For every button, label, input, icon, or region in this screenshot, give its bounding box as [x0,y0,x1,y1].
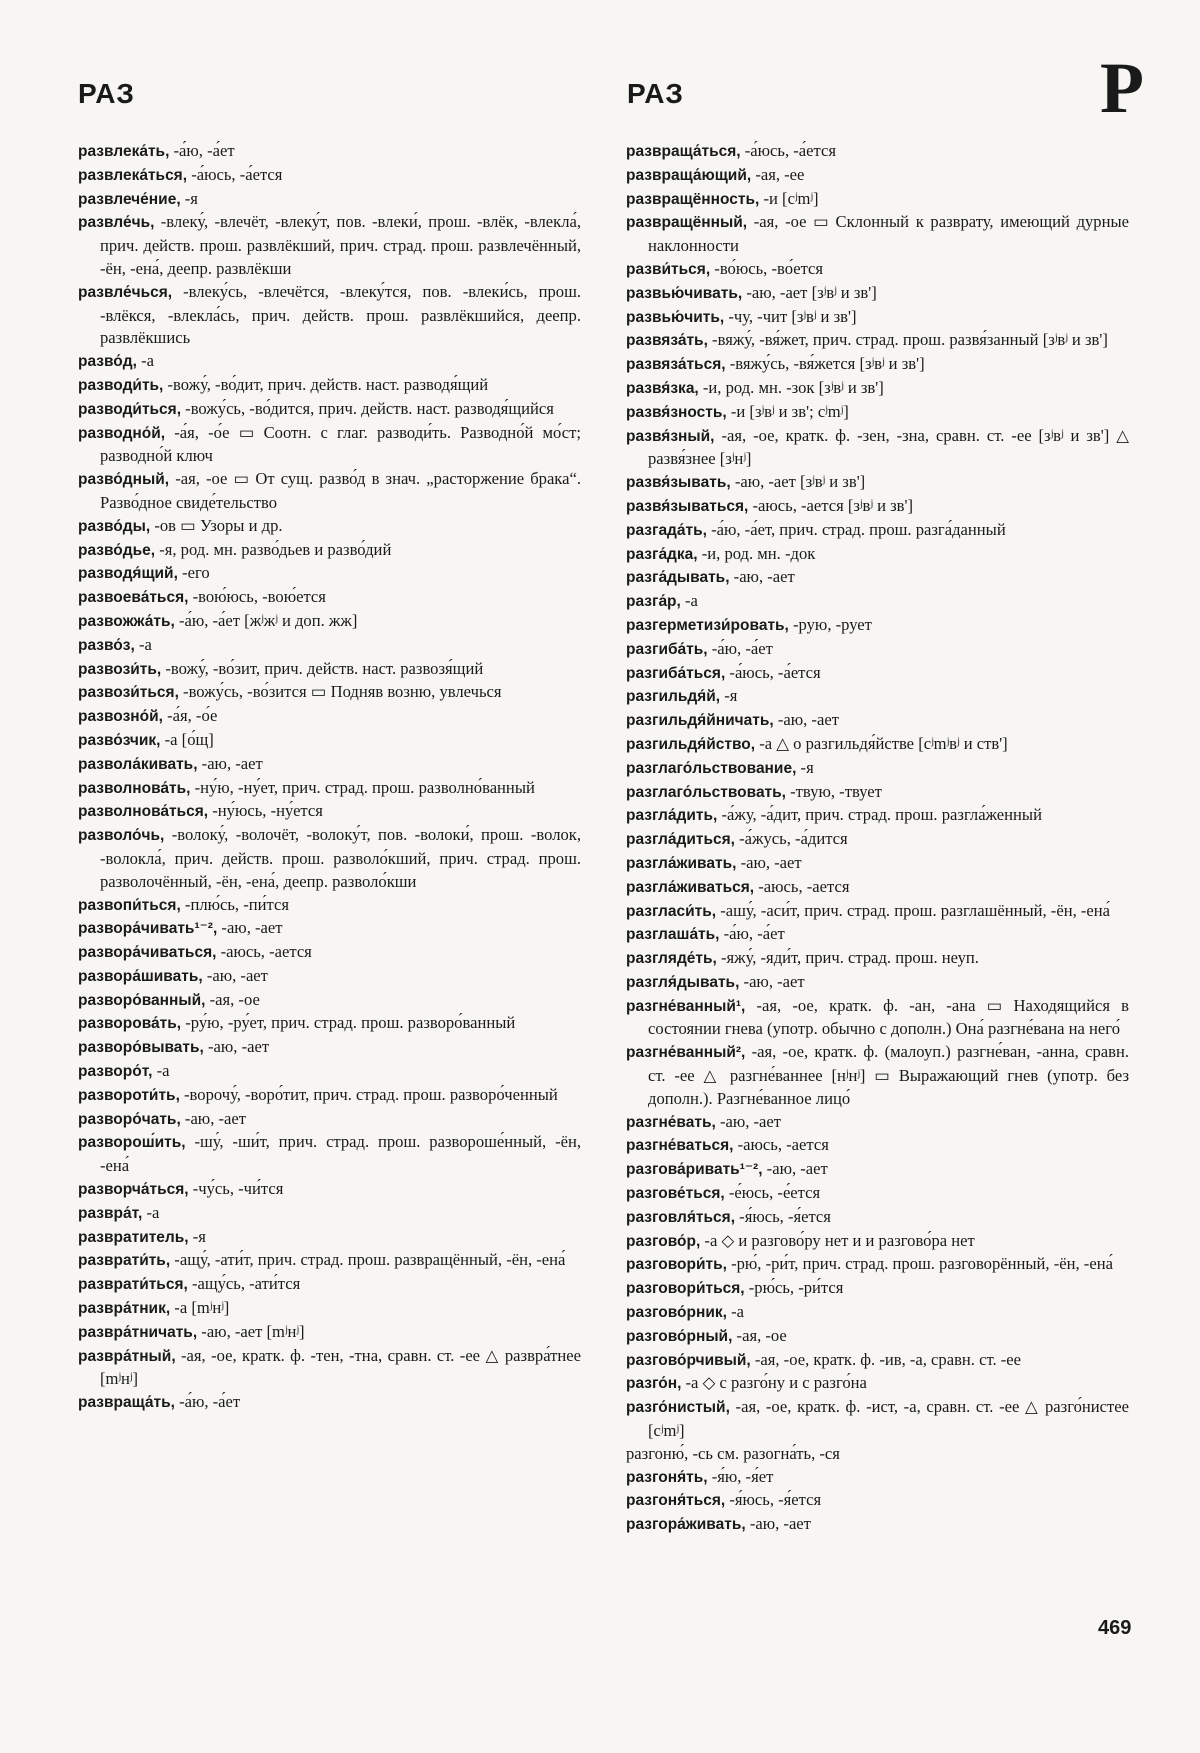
entry-text: -а́ю, -а́ет [174,1392,241,1412]
entry-text: -и, род. мн. -зок [зʲвʲ и зв'] [698,377,884,397]
dictionary-entry [78,1131,581,1178]
entry-text: -я [180,188,198,208]
entry-text: -ая, -ое ▭ От сущ. разво́д в знач. „расторжение брака“. Разво́дное свиде́тельство [100,469,581,512]
dictionary-entry [78,1084,581,1108]
entry-text: -рую, -рует [788,614,872,634]
entry-headword: разгильдя́йничать, [626,712,774,730]
entry-text: -аюсь, -ается [754,876,850,896]
entry-text: -рю́сь, -ри́тся [744,1278,844,1298]
dictionary-entry [78,681,581,705]
entry-headword: разгоня́ть, [626,1468,708,1486]
entry-text: -е́юсь, -е́ется [724,1183,821,1203]
entry-headword: разгля́дывать, [626,973,740,991]
entry-headword: развя́зывать, [626,474,731,492]
dictionary-entry [626,1396,1129,1443]
entry-headword: разгне́ванный², [626,1044,746,1062]
entry-headword: разгова́ривать¹⁻², [626,1161,763,1179]
dictionary-entry [626,1325,1129,1349]
entry-headword: разврати́ть, [78,1252,171,1270]
dictionary-entry [626,1041,1129,1110]
entry-text: -а́юсь, -а́ется [187,164,283,184]
entry-text: -а́юсь, -а́ется [725,662,821,682]
dictionary-entry [626,995,1129,1042]
dictionary-entry [626,1301,1129,1325]
dictionary-entry [626,1277,1129,1301]
entry-headword: развлека́ть, [78,143,170,160]
entry-headword: разводи́ться, [78,400,182,418]
entry-headword: разворча́ться, [78,1181,189,1199]
entry-text: -аю, -ает [773,710,839,730]
entry-headword: разво́д, [78,353,137,371]
dictionary-entry [626,401,1129,425]
dictionary-entry [626,638,1129,662]
entry-headword: разгне́ванный¹, [626,997,746,1015]
entry-text: -я́юсь, -я́ется [735,1206,831,1226]
entry-text: -ащу́сь, -ати́тся [187,1274,301,1294]
entry-text: -аюсь, -ается [733,1135,829,1155]
dictionary-entry [626,566,1129,590]
entry-headword: развраща́ть, [78,1394,175,1412]
entry-text: -аю, -ает [729,567,795,587]
entry-headword: развле́чь, [78,214,155,232]
dictionary-entry [626,543,1129,567]
entry-headword: развора́шивать, [78,967,203,985]
entry-headword: развяза́ть, [626,332,708,350]
dictionary-entry [626,188,1129,212]
dictionary-entry [626,1489,1129,1513]
entry-text: -я [796,757,814,777]
entry-headword: разгильдя́й, [626,688,721,706]
entry-text: -ашу́, -аси́т, прич. страд. прош. разглашённый, -ён, -ена́ [716,900,1111,920]
dictionary-entry [626,471,1129,495]
entry-headword: развлече́ние, [78,190,181,208]
dictionary-entry [626,1158,1129,1182]
entry-headword: разводно́й, [78,424,166,442]
dictionary-entry [78,1060,581,1084]
entry-headword: разгово́рник, [626,1304,727,1322]
dictionary-entry [626,709,1129,733]
entry-headword: разворо́чать, [78,1110,181,1128]
entry-text: -а [mʲнʲ] [170,1298,230,1318]
dictionary-entry [626,1443,1129,1466]
entry-headword: разгне́вать, [626,1113,716,1131]
dictionary-entry [78,1321,581,1345]
entry-text: -а [152,1061,170,1081]
dictionary-entry [626,519,1129,543]
dictionary-entry [78,164,581,188]
entry-headword: разглаша́ть, [626,926,720,944]
dictionary-entry [78,705,581,729]
entry-text: -вою́юсь, -вою́ется [188,587,326,607]
entry-text: -чу, -чит [зʲвʲ и зв'] [724,306,857,326]
dictionary-entry [78,1202,581,1226]
dictionary-entry [626,258,1129,282]
entry-text: -а [о́щ] [160,729,214,749]
entry-headword: развороти́ть, [78,1086,180,1104]
dictionary-entry [78,1297,581,1321]
entry-headword: разгиба́ть, [626,640,708,658]
entry-text: -вожу́сь, -во́зится ▭ Подняв возню, увлечься [178,682,502,702]
dictionary-entry [626,211,1129,258]
entry-text: -ащу́, -ати́т, прич. страд. прош. развращённый, -ён, -ена́ [170,1250,566,1270]
dictionary-entry [78,610,581,634]
entry-headword: разгора́живать, [626,1516,746,1534]
dictionary-entry [626,1349,1129,1373]
dictionary-entry [626,1111,1129,1135]
entry-text: -влеку́сь, -влечётся, -влеку́тся, пов. -влеки́сь, прош. -влёкся, -влекла́сь, прич. действ. прош. развлёкшийся, деепр. развлёкшись [100,281,581,348]
entry-text: -вожу́сь, -во́дится, прич. действ. наст. разводя́щийся [181,398,554,418]
entry-headword: разгне́ваться, [626,1137,734,1155]
entry-text: -аю, -ает [762,1159,828,1179]
entry-text: -вожу́, -во́зит, прич. действ. наст. развозя́щий [161,658,484,678]
entry-headword: разга́дывать, [626,569,730,587]
entry-text: -ая, -ое, кратк. ф. -тен, -тна, сравн. ст. -ее △ развра́тнее [mʲнʲ] [100,1345,581,1389]
entry-headword: разгово́рчивый, [626,1351,751,1369]
dictionary-entry [626,377,1129,401]
entry-headword: разворо́вывать, [78,1039,204,1057]
entry-headword: разговля́ться, [626,1208,736,1226]
entry-text: -ая, -ое, кратк. ф. -ист, -а, сравн. ст. -ее △ разго́нистее [cʲmʲ] [648,1397,1129,1441]
entry-text: -а [134,634,152,654]
entry-headword: развози́ться, [78,684,179,702]
dictionary-entry [78,1012,581,1036]
entry-text: -аю, -ает [180,1108,247,1128]
running-head-left: РАЗ [78,78,135,109]
entry-headword: разволнова́ть, [78,779,191,797]
entry-text: -ая, -ое, кратк. ф. -ив, -а, сравн. ст. -ее [750,1349,1022,1369]
dictionary-entry [626,804,1129,828]
dictionary-entry [626,757,1129,781]
entry-headword: разглаго́льствование, [626,759,797,777]
entry-headword: развя́зный, [626,427,715,445]
dictionary-entry [78,824,581,893]
dictionary-entry [78,1249,581,1273]
dictionary-entry [78,586,581,610]
entry-headword: развра́тник, [78,1300,171,1318]
dictionary-entry [78,777,581,801]
dictionary-entry [78,800,581,824]
entry-headword: развра́т, [78,1204,143,1222]
entry-headword: развле́чься, [78,283,173,301]
dictionary-entry [626,662,1129,686]
dictionary-entry [78,422,581,469]
dictionary-entry [626,306,1129,330]
entry-text: -и [зʲвʲ и зв'; cʲmʲ] [726,401,849,421]
entry-headword: развоева́ться, [78,589,189,607]
entry-text: -а △ о разгильдя́йстве [cʲmʲвʲ и ств'] [755,733,1008,753]
entry-headword: разгово́р, [626,1232,701,1250]
entry-headword: разгиба́ться, [626,664,726,682]
entry-text: -вяжу́сь, -вя́жется [зʲвʲ и зв'] [725,354,925,374]
dictionary-entry [78,1273,581,1297]
dictionary-entry [626,353,1129,377]
dictionary-entry [626,1182,1129,1206]
entry-text: -ая, -ое ▭ Склонный к разврату, имеющий дурные наклонности [648,212,1129,256]
entry-text: -ая, -ое [205,989,260,1009]
dictionary-entry [626,1513,1129,1537]
entry-headword: развращённый, [626,214,748,232]
dictionary-entry [78,211,581,280]
entry-text: -аюсь, -ается [216,942,312,962]
entry-headword: развора́чивать¹⁻², [78,920,218,938]
entry-text: -аю, -ает [зʲвʲ и зв'] [742,282,877,302]
entry-text: -аю, -ает [739,971,805,991]
entry-text: -плю́сь, -пи́тся [180,894,289,914]
entry-text: -а́я, -о́е ▭ Соотн. с глаг. разводи́ть. Разводно́й мо́ст; разводно́й ключ [100,422,581,466]
running-head-right: РАЗ [627,78,684,109]
entry-text: -а ◇ и разгово́ру нет и и разгово́ра нет [700,1230,975,1250]
entry-text: -волоку́, -волочёт, -волоку́т, пов. -волоки́, прош. -волок, -волокла́, прич. действ. прош. разволо́кший, прич. страд. прош. разволочённый, -ён, -ена́, деепр. разволо́кши [100,825,581,891]
entry-headword: развора́чиваться, [78,944,217,962]
entry-text: -ая, -ое, кратк. ф. -ан, -ана ▭ Находящийся в состоянии гнева (употр. обычно с дополн.) Она́ разгне́вана на него́ [648,995,1129,1039]
entry-headword: разга́дка, [626,545,698,563]
entry-headword: разга́р, [626,593,681,611]
dictionary-entry [78,468,581,515]
entry-headword: разго́н, [626,1375,682,1393]
dictionary-entry [626,140,1129,164]
entry-text: -ая, -ее [751,164,805,184]
entry-text: -ая, -ое, кратк. ф. -зен, -зна, сравн. ст. -ее [зʲвʲ и зв'] △ развя́знее [зʲнʲ] [648,425,1129,469]
entry-text: -а́ю, -а́ет [жʲжʲ и доп. жж] [174,610,358,630]
entry-text: -а [680,591,698,611]
entry-text: -а́юсь, -а́ется [740,141,836,160]
entry-text: -ая, -ое, кратк. ф. (малоуп.) разгне́ван, -анна, сравн. ст. -ее △ разгне́ваннее [нʲнʲ] ▭ Выражающий гнев (употр. без дополн.). Разгне́ванное лицо́ [648,1042,1129,1108]
dictionary-entry [78,350,581,374]
entry-headword: разгласи́ть, [626,902,717,920]
dictionary-entry [626,828,1129,852]
entry-headword: разгоня́ться, [626,1492,726,1510]
entry-headword: развлека́ться, [78,166,188,184]
entry-headword: развратитель, [78,1228,189,1246]
entry-text: -я [720,686,738,706]
entry-headword: разво́зчик, [78,731,161,749]
dictionary-entry [78,729,581,753]
entry-headword: развью́чить, [626,308,725,326]
page-number: 469 [1098,1617,1132,1639]
dictionary-entry [626,781,1129,805]
entry-headword: разврати́ться, [78,1276,188,1294]
entry-headword: развола́кивать, [78,755,198,773]
entry-headword: развра́тный, [78,1347,176,1365]
entry-text: -а́ю, -а́ет, прич. страд. прош. разга́данный [706,519,1006,539]
entry-headword: развожжа́ть, [78,612,175,630]
entry-text: -а́жу, -а́дит, прич. страд. прош. разгла́женный [717,805,1042,825]
entry-text: -чу́сь, -чи́тся [188,1179,284,1199]
entry-text: -а [142,1202,160,1222]
dictionary-entry [78,753,581,777]
entry-text: -рю́, -ри́т, прич. страд. прош. разговорённый, -ён, -ена́ [726,1254,1113,1274]
dictionary-entry [626,947,1129,971]
dictionary-entry [626,495,1129,519]
entry-headword: развозно́й, [78,708,163,726]
entry-text: -я [188,1226,206,1246]
entry-text: -ворочу́, -воро́тит, прич. страд. прош. разворо́ченный [179,1084,558,1104]
dictionary-entry [78,941,581,965]
entry-text: -аю, -ает [217,918,283,938]
dictionary-entry [78,515,581,539]
entry-text: -аю, -ает [715,1111,782,1131]
entry-text: -аю, -ает [mʲнʲ] [197,1321,305,1341]
entry-headword: разволнова́ться, [78,803,209,821]
entry-headword: разгове́ться, [626,1185,725,1203]
entry-text: -аю, -ает [745,1514,811,1534]
entry-text: -а́ю, -а́ет [169,141,235,160]
entry-text: -а [726,1302,744,1322]
dictionary-entry [78,1108,581,1132]
dictionary-entry [626,923,1129,947]
entry-text: -аю, -ает [202,965,268,985]
dictionary-entry [626,614,1129,638]
dictionary-entry [626,425,1129,472]
entry-text: -я́ю, -я́ет [707,1466,774,1486]
dictionary-entry [626,900,1129,924]
entry-headword: развя́зка, [626,379,699,397]
section-letter: Р [1100,48,1144,128]
entry-text: -аю, -ает [203,1037,270,1057]
dictionary-entry [626,733,1129,757]
entry-headword: разгла́дить, [626,807,718,825]
entry-headword: развраща́ющий, [626,166,752,184]
dictionary-entry [626,1466,1129,1490]
dictionary-entry [626,876,1129,900]
dictionary-entry [78,894,581,918]
right-column [626,140,1129,1537]
entry-text: -а́ю, -а́ет [719,924,785,944]
entry-text: -а́жусь, -а́дится [734,829,848,849]
dictionary-entry [626,1134,1129,1158]
entry-text: -влеку́, -влечёт, -влеку́т, пов. -влеки́, прош. -влёк, -влекла́, прич. действ. прош. развлёкший, прич. страд. прош. развлечённый, -ён, -ена́, деепр. развлёкши [100,212,581,278]
entry-headword: развяза́ться, [626,356,726,374]
entry-headword: разворо́т, [78,1063,153,1081]
entry-headword: разглаго́льствовать, [626,783,786,801]
entry-text: -и, род. мн. -док [697,543,816,563]
dictionary-entry [626,1253,1129,1277]
dictionary-entry [626,971,1129,995]
entry-headword: разво́з, [78,636,135,654]
entry-headword: развя́зность, [626,403,727,421]
entry-headword: разгово́рный, [626,1327,733,1345]
dictionary-entry [78,1036,581,1060]
entry-headword: развя́зываться, [626,497,749,515]
dictionary-entry [78,1345,581,1392]
entry-headword: разгерметизи́ровать, [626,616,789,634]
entry-headword: разгада́ть, [626,521,707,539]
entry-headword: разводи́ть, [78,376,164,394]
entry-headword: разво́дный, [78,471,170,489]
entry-headword: развози́ть, [78,660,162,678]
entry-headword: разворова́ть, [78,1015,182,1033]
entry-headword: разго́нистый, [626,1399,730,1417]
entry-headword: разгляде́ть, [626,950,717,968]
entry-text: -аю, -ает [зʲвʲ и зв'] [730,472,866,492]
entry-text: -шу́, -ши́т, прич. страд. прош. развороше́нный, -ён, -ена́ [100,1132,581,1176]
dictionary-entry [78,140,581,164]
entry-headword: разворош́ить, [78,1134,186,1152]
dictionary-entry [626,164,1129,188]
entry-text: -я, род. мн. разво́дьев и разво́дий [155,539,392,559]
entry-text: -аю, -ает [197,753,263,773]
entry-text: -ру́ю, -ру́ет, прич. страд. прош. разворо́ванный [181,1013,516,1033]
entry-headword: разво́ды, [78,517,151,535]
entry-text: -а́ю, -а́ет [707,638,773,658]
entry-text: -аюсь, -ается [зʲвʲ и зв'] [748,495,914,515]
entry-text: -ая, -ое [732,1325,787,1345]
dictionary-entry [78,281,581,350]
entry-headword: развью́чивать, [626,284,743,302]
entry-headword: разво́дье, [78,541,156,559]
entry-headword: разговори́ть, [626,1256,727,1274]
dictionary-entry [626,1230,1129,1254]
dictionary-entry [78,374,581,398]
entry-text: -ну́ю, -ну́ет, прич. страд. прош. разволно́ванный [190,777,535,797]
dictionary-entry [78,1178,581,1202]
dictionary-entry [626,329,1129,353]
entry-text: -а́я, -о́е [162,706,218,726]
dictionary-entry [78,965,581,989]
entry-headword: развра́тничать, [78,1323,198,1341]
dictionary-entry [78,634,581,658]
dictionary-entry [78,539,581,563]
dictionary-entry [78,188,581,212]
entry-headword: разгла́живать, [626,854,737,872]
dictionary-entry [626,590,1129,614]
entry-headword: разгла́диться, [626,831,735,849]
dictionary-entry [626,852,1129,876]
entry-text: -аю, -ает [736,852,802,872]
dictionary-entry [626,685,1129,709]
entry-text: -и [cʲmʲ] [759,188,819,208]
entry-text: -а [136,351,154,371]
dictionary-entry [78,917,581,941]
entry-headword: разговори́ться, [626,1280,745,1298]
entry-text: -во́юсь, -во́ется [710,258,824,278]
entry-headword: разгла́живаться, [626,878,755,896]
entry-headword: развопи́ться, [78,896,181,914]
entry-headword: разворо́ванный, [78,991,206,1009]
dictionary-entry [626,1372,1129,1396]
entry-text: -яжу́, -яди́т, прич. страд. прош. неуп. [716,948,979,968]
entry-headword: развращённость, [626,190,760,208]
dictionary-entry [78,658,581,682]
left-column [78,140,581,1415]
dictionary-entry [78,562,581,586]
dictionary-entry [78,1226,581,1250]
dictionary-entry [626,282,1129,306]
entry-text: -вяжу́, -вя́жет, прич. страд. прош. развя́занный [зʲвʲ и зв'] [707,330,1108,350]
entry-text: -его [177,563,210,583]
dictionary-entry [78,989,581,1013]
entry-text: разгоню́, -сь см. разогна́ть, -ся [626,1443,840,1463]
entry-headword: разви́ться, [626,260,711,278]
entry-text: -твую, -твует [786,781,882,801]
entry-text: -ну́юсь, -ну́ется [208,801,323,821]
entry-text: -ов ▭ Узоры и др. [150,515,283,535]
entry-headword: разгильдя́йство, [626,735,756,753]
entry-headword: разволо́чь, [78,827,165,845]
entry-text: -я́юсь, -я́ется [725,1490,822,1510]
entry-headword: развраща́ться, [626,143,741,160]
entry-text: -вожу́, -во́дит, прич. действ. наст. разводя́щий [163,374,489,394]
dictionary-entry [78,398,581,422]
entry-text: -а ◇ с разго́ну и с разго́на [681,1373,867,1393]
entry-headword: разводя́щий, [78,565,178,583]
dictionary-entry [626,1206,1129,1230]
dictionary-entry [78,1391,581,1415]
